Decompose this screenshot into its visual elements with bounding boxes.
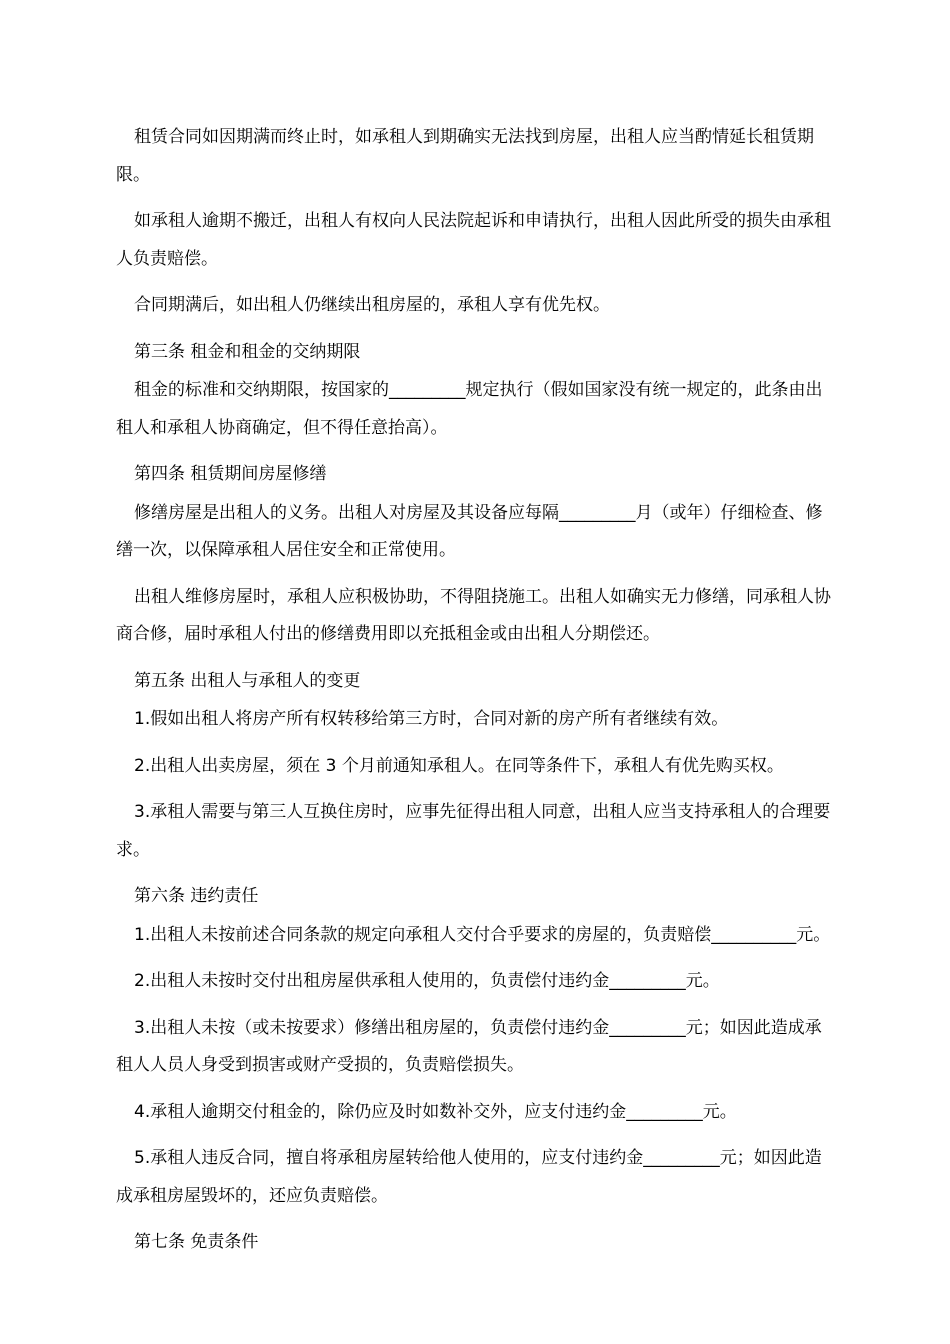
list-item-breach-5: 5.承租人违反合同，擅自将承租房屋转给他人使用的，应支付违约金_________元；如因此造成承租房屋毁坏的，还应负责赔偿。 (116, 1148, 822, 1206)
paragraph-overdue-relocation: 如承租人逾期不搬迁，出租人有权向人民法院起诉和申请执行，出租人因此所受的损失由承租人负责赔偿。 (116, 211, 831, 269)
paragraph-rent-standard: 租金的标准和交纳期限，按国家的_________规定执行（假如国家没有统一规定的，此条由出租人和承租人协商确定，但不得任意抬高）。 (116, 380, 823, 438)
paragraph-priority-right: 合同期满后，如出租人仍继续出租房屋的，承租人享有优先权。 (134, 295, 610, 315)
paragraph-repair-duty: 修缮房屋是出租人的义务。出租人对房屋及其设备应每隔_________月（或年）仔细检查、修缮一次，以保障承租人居住安全和正常使用。 (116, 502, 823, 560)
section-heading-article-3: 第三条 租金和租金的交纳期限 (134, 341, 361, 362)
section-heading-article-4: 第四条 租赁期间房屋修缮 (134, 464, 327, 484)
list-item-change-3: 3.承租人需要与第三人互换住房时，应事先征得出租人同意，出租人应当支持承租人的合理要求。 (116, 802, 831, 860)
section-heading-article-5: 第五条 出租人与承租人的变更 (134, 670, 361, 691)
section-heading-article-7: 第七条 免责条件 (134, 1232, 259, 1252)
section-heading-article-6: 第六条 违约责任 (134, 886, 259, 906)
list-item-change-2: 2.出租人出卖房屋，须在 3 个月前通知承租人。在同等条件下，承租人有优先购买权。 (134, 755, 784, 776)
paragraph-repair-cooperation: 出租人维修房屋时，承租人应积极协助，不得阻挠施工。出租人如确实无力修缮，同承租人协商合修，届时承租人付出的修缮费用即以充抵租金或由出租人分期偿还。 (116, 586, 831, 644)
list-item-change-1: 1.假如出租人将房产所有权转移给第三方时，合同对新的房产所有者继续有效。 (134, 709, 729, 729)
list-item-breach-4: 4.承租人逾期交付租金的，除仍应及时如数补交外，应支付违约金_________元。 (134, 1101, 737, 1122)
contract-body (116, 119, 836, 1263)
list-item-breach-1: 1.出租人未按前述合同条款的规定向承租人交付合乎要求的房屋的，负责赔偿__________元。 (134, 924, 831, 945)
paragraph-lease-extension: 租赁合同如因期满而终止时，如承租人到期确实无法找到房屋，出租人应当酌情延长租赁期限。 (116, 127, 814, 185)
list-item-breach-2: 2.出租人未按时交付出租房屋供承租人使用的，负责偿付违约金_________元。 (134, 971, 720, 991)
list-item-breach-3: 3.出租人未按（或未按要求）修缮出租房屋的，负责偿付违约金_________元；如因此造成承租人人员人身受到损害或财产受损的，负责赔偿损失。 (116, 1017, 822, 1075)
